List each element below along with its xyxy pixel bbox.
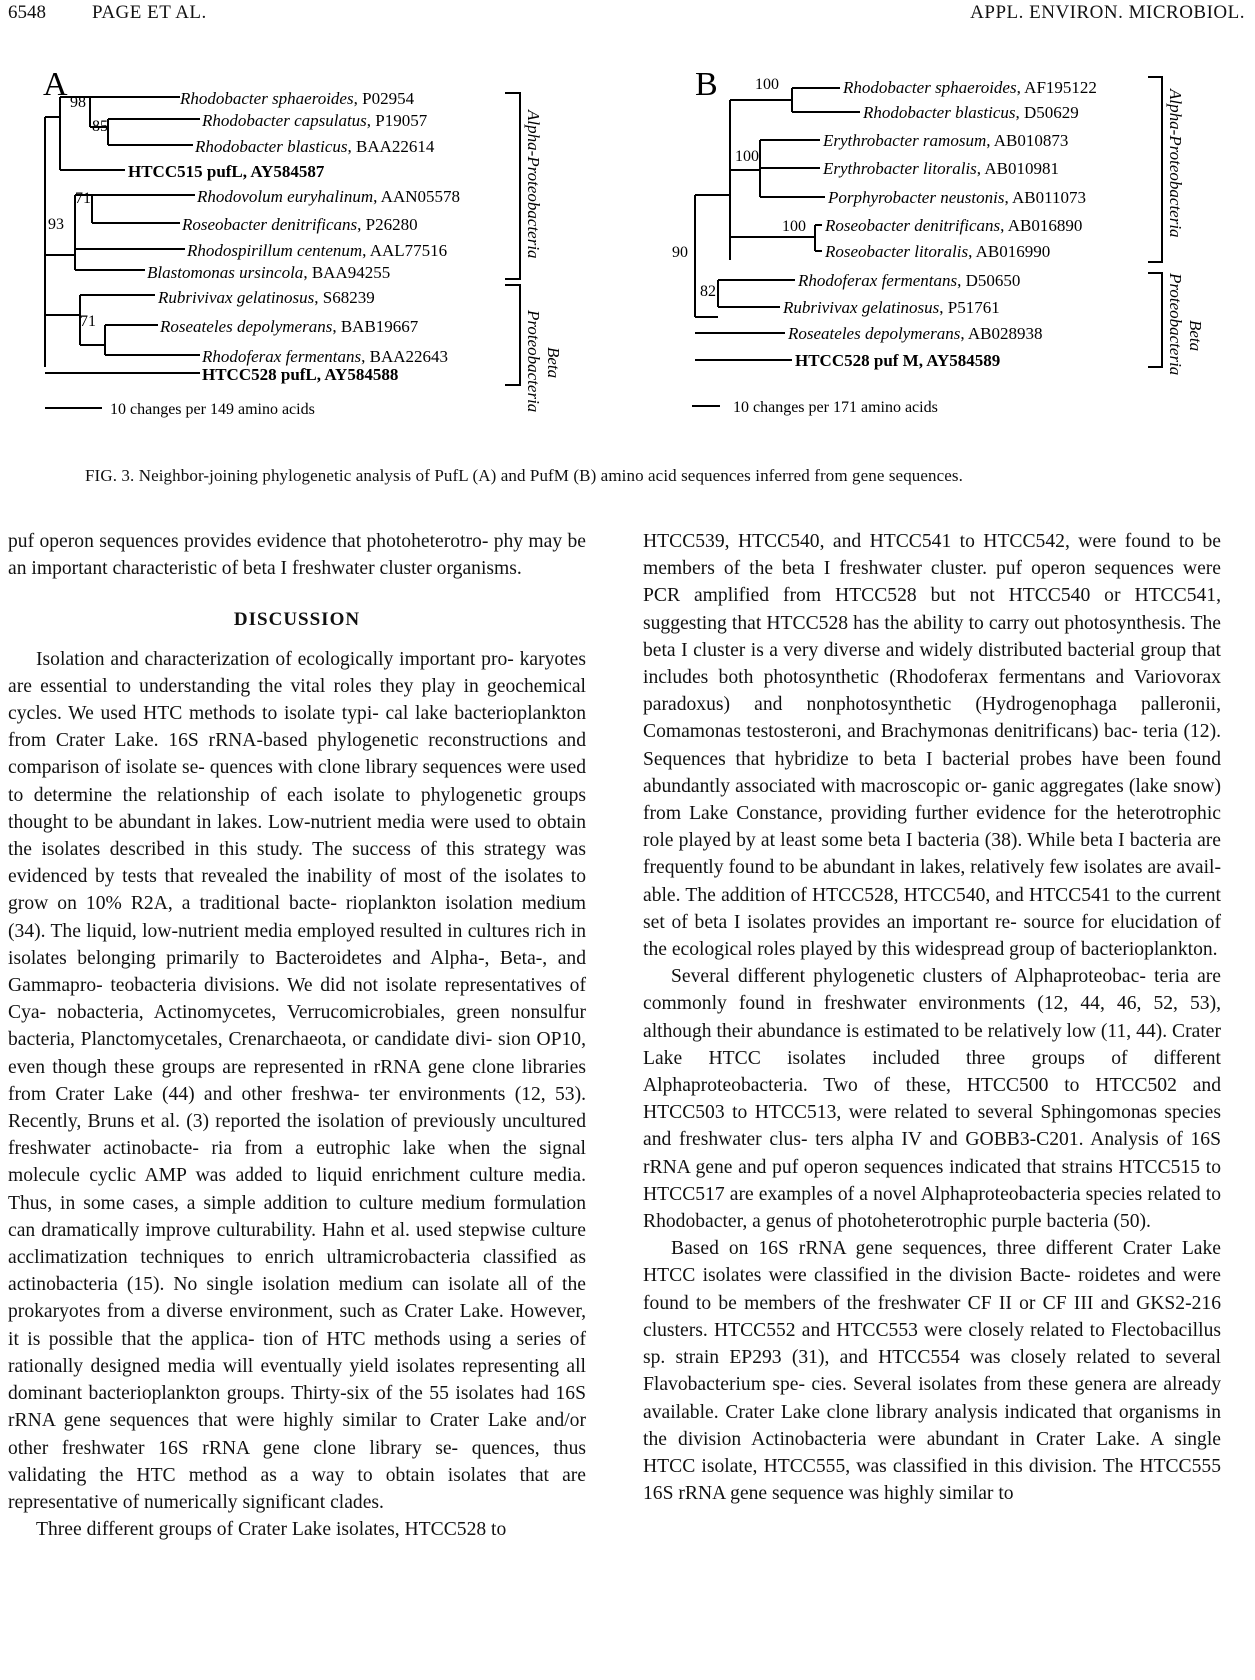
taxon-label: Roseateles depolymerans, AB028938	[788, 324, 1043, 343]
bootstrap-value: 100	[755, 76, 779, 93]
bootstrap-value: 100	[735, 148, 759, 165]
bootstrap-value: 71	[80, 313, 96, 330]
bootstrap-value: 90	[672, 244, 688, 261]
taxon-label: Blastomonas ursincola, BAA94255	[147, 263, 391, 282]
page-number: 6548	[8, 2, 46, 23]
taxon-label: Rhodoferax fermentans, D50650	[798, 271, 1021, 290]
panel-b-label: B	[695, 66, 718, 103]
figure-3	[0, 55, 1255, 465]
taxon-label: Porphyrobacter neustonis, AB011073	[828, 188, 1086, 207]
phylogenetic-trees	[0, 55, 1255, 465]
bootstrap-value: 85	[92, 118, 108, 135]
paragraph: Several different phylogenetic clusters of Alphaproteobac- teria are commonly found in freshwater environments (12, 44, 46, 52, 53), although their abundance is estimated to be relatively low (11, 44). Crater Lake HTCC isolates included three groups of different Alphaproteobacteria. Two of these, HTCC500 to HTCC502 and HTCC503 to HTCC513, were related to several Sphingomonas species and freshwater clus- ters alpha IV and GOBB3-C201. Analysis of 16S rRNA gene and puf operon sequences indicated that strains HTCC515 to HTCC517 are examples of a novel Alphaproteobacteria species related to Rhodobacter, a genus of photoheterotrophic purple bacteria (50).	[643, 966, 1221, 1233]
paragraph: HTCC539, HTCC540, and HTCC541 to HTCC542, were found to be members of the beta I freshwater cluster. puf operon sequences were PCR amplified from HTCC528 but not HTCC540 or HTCC541, suggesting that HTCC528 has the ability to carry out photosynthesis. The beta I cluster is a very diverse and widely distributed bacterial group that includes both photosynthetic (Rhodoferax fermentans and Variovorax paradoxus) and nonphotosynthetic (Hydrogenophaga palleronii, Comamonas testosteroni, and Brachymonas denitrificans) bac- teria (12). Sequences that hybridize to beta I bacterial probes have been found abundantly associated with macroscopic or- ganic aggregates (lake snow) from Lake Constance, providing further evidence for the heterotrophic role played by at least some beta I bacteria (38). While beta I bacteria are frequently found to be abundant in lakes, relatively few isolates are avail- able. The addition of HTCC528, HTCC540, and HTCC541 to the current set of beta I isolates provides an important re- source for elucidation of the ecological roles played by this widespread group of bacterioplankton.	[643, 531, 1221, 961]
right-column	[643, 528, 1221, 1507]
taxon-label: Rhodobacter sphaeroides, AF195122	[843, 78, 1097, 97]
group-label-beta-b: Beta	[1186, 320, 1205, 352]
bootstrap-value: 82	[700, 283, 716, 300]
taxon-label: Roseobacter denitrificans, AB016890	[825, 216, 1083, 235]
paragraph: Based on 16S rRNA gene sequences, three different Crater Lake HTCC isolates were classified in the division Bacte- roidetes and were found to be members of the freshwater CF II or CF III and GKS2-216 clusters. HTCC552 and HTCC553 were closely related to Flectobacillus sp. strain EP293 (31), and HTCC554 was closely related to several Flavobacterium spe- cies. Several isolates from these genera are already available. Crater Lake clone library analysis indicated that organisms in the division Actinobacteria were abundant in Crater Lake. A single HTCC isolate, HTCC555, was classified in this division. The HTCC555 16S rRNA gene sequence was highly similar to	[643, 1238, 1221, 1505]
scale-label-a: 10 changes per 149 amino acids	[110, 401, 315, 418]
panel-b-bootstrap	[672, 76, 806, 300]
panel-a-taxa	[128, 89, 460, 384]
taxon-label: Rhodobacter blasticus, BAA22614	[195, 137, 435, 156]
taxon-label: Rubrivivax gelatinosus, P51761	[783, 298, 1000, 317]
section-heading: DISCUSSION	[233, 609, 361, 631]
taxon-label-htcc515: HTCC515 pufL, AY584587	[128, 162, 325, 181]
taxon-label: Erythrobacter litoralis, AB010981	[823, 159, 1059, 178]
left-column	[8, 528, 586, 1543]
paragraph: Isolation and characterization of ecologically important pro- karyotes are essential to understanding the vital roles they play in geochemical cycles. We used HTC methods to isolate typi- cal lake bacterioplankton from Crater Lake. 16S rRNA-based phylogenetic reconstructions and comparison of isolate se- quences with clone library sequences were used to determine the relationship of each isolate to phylogenetic groups thought to be abundant in lakes. Low-nutrient media were used to obtain the isolates described in this study. The success of this strategy was evidenced by tests that revealed the inability of most of the isolates to grow on 10% R2A, a traditional bacte- rioplankton isolation medium (34). The liquid, low-nutrient media employed resulted in cultures rich in isolates belonging primarily to Bacteroidetes and Alpha-, Beta-, and Gammapro- teobacteria divisions. We did not isolate representatives of Cya- nobacteria, Actinomycetes, Verrucomicrobiales, green nonsulfur bacteria, Planctomycetales, Crenarchaeota, or candidate divi- sion OP10, even though these groups are represented in rRNA gene clone libraries from Crater Lake (44) and other freshwa- ter environments (12, 53). Recently, Bruns et al. (3) reported the isolation of previously uncultured freshwater actinobacte- ria from a eutrophic lake when the signal molecule cyclic AMP was added to liquid enrichment culture media. Thus, in some cases, a simple addition to culture medium formulation can dramatically improve culturability. Hahn et al. used stepwise culture acclimatization techniques to enrich ultramicrobacteria classified as actinobacteria (15). No single isolation medium can isolate all of the prokaryotes from a diverse environment, such as Crater Lake. However, it is possible that the applica- tion of HTC methods using a series of rationally designed media will eventually yield isolates representing all dominant bacterioplankton groups. Thirty-six of the 55 isolates had 16S rRNA gene sequences that were highly similar to Crater Lake and/or other freshwater 16S rRNA gene clone library se- quences, thus validating the HTC method as a way to obtain isolates that are representative of numerically significant clades.	[8, 648, 586, 1513]
paragraph: Three different groups of Crater Lake isolates, HTCC528 to	[36, 1519, 507, 1541]
taxon-label: Roseobacter litoralis, AB016990	[825, 242, 1051, 261]
group-label-alpha: Alpha-Proteobacteria	[524, 110, 543, 259]
figure-caption: FIG. 3. Neighbor-joining phylogenetic analysis of PufL (A) and PufM (B) amino acid sequences inferred from gene sequences.	[85, 466, 963, 485]
taxon-label: Erythrobacter ramosum, AB010873	[823, 131, 1069, 150]
paragraph: puf operon sequences provides evidence that photoheterotro- phy may be an important characteristic of beta I freshwater cluster organisms.	[8, 531, 586, 580]
taxon-label: Rubrivivax gelatinosus, S68239	[158, 288, 375, 307]
taxon-label: Rhodovolum euryhalinum, AAN05578	[197, 187, 461, 206]
bootstrap-value: 93	[48, 216, 64, 233]
taxon-label: Rhodobacter blasticus, D50629	[863, 103, 1079, 122]
taxon-label-htcc528: HTCC528 pufL, AY584588	[202, 365, 399, 384]
panel-b-taxa	[782, 78, 1097, 370]
taxon-label: Rhodobacter capsulatus, P19057	[202, 111, 428, 130]
running-journal: APPL. ENVIRON. MICROBIOL.	[970, 2, 1245, 23]
panel-b-brackets	[1148, 77, 1162, 367]
bootstrap-value: 71	[75, 190, 91, 207]
taxon-label-htcc528-pufm: HTCC528 puf M, AY584589	[795, 351, 1001, 370]
taxon-label: Rhodobacter sphaeroides, P02954	[180, 89, 415, 108]
running-authors: PAGE ET AL.	[92, 2, 207, 23]
panel-a-brackets	[505, 93, 520, 385]
group-label-proteobacteria-b: Proteobacteria	[1166, 273, 1185, 376]
scale-label-b: 10 changes per 171 amino acids	[733, 399, 938, 416]
taxon-label: Rhodospirillum centenum, AAL77516	[187, 241, 448, 260]
bootstrap-value: 98	[70, 94, 86, 111]
panel-a-label: A	[43, 66, 68, 103]
taxon-label: Roseateles depolymerans, BAB19667	[160, 317, 419, 336]
bootstrap-value: 100	[782, 218, 806, 235]
running-head	[0, 0, 1255, 30]
group-label-proteobacteria: Proteobacteria	[524, 310, 543, 413]
group-label-alpha-b: Alpha-Proteobacteria	[1166, 89, 1185, 238]
taxon-label: Roseobacter denitrificans, P26280	[182, 215, 418, 234]
group-label-beta: Beta	[544, 347, 563, 379]
taxon-label: Rhodoferax fermentans, BAA22643	[202, 347, 449, 366]
